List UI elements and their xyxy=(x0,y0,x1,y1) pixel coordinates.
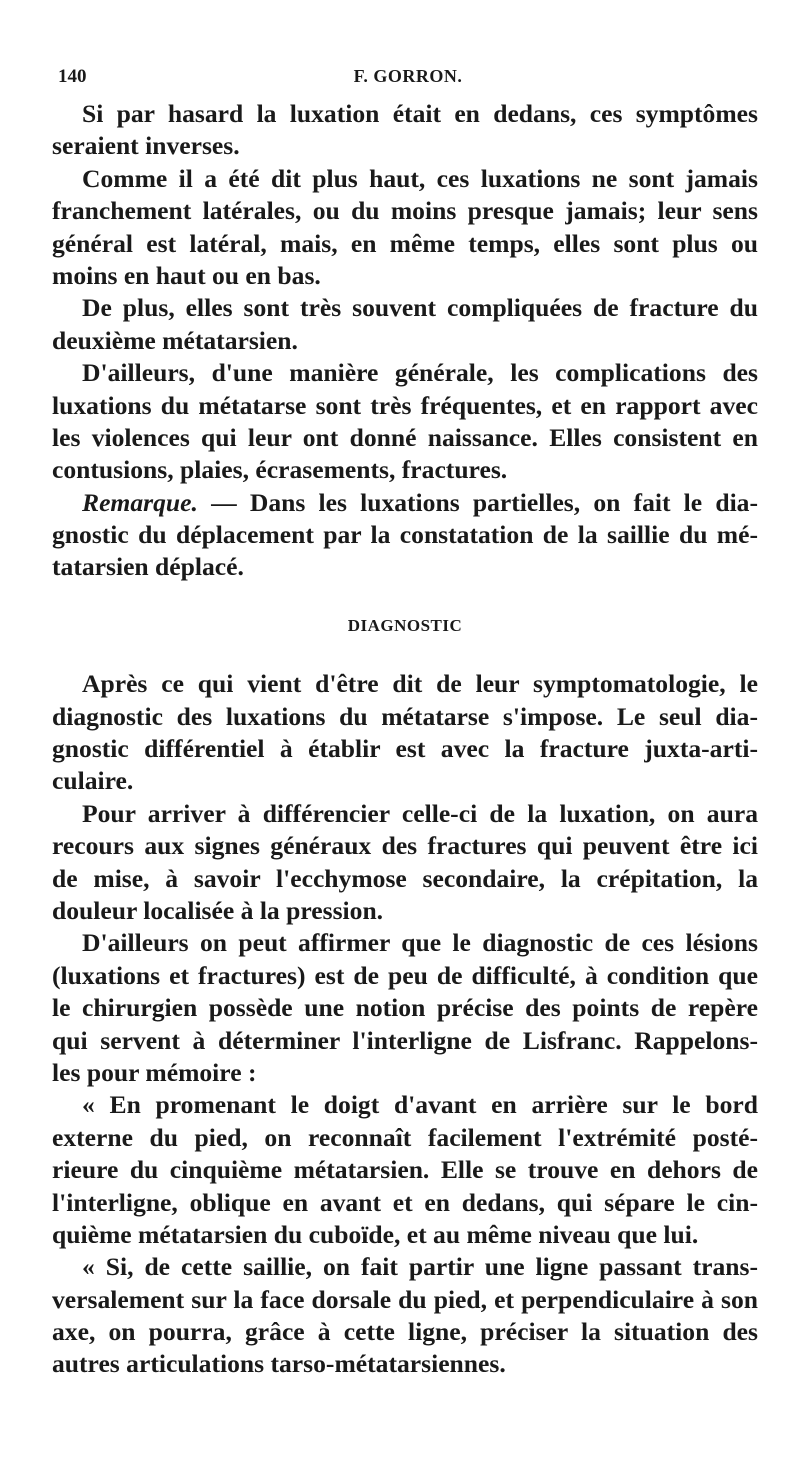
text-line: franchement latérales, ou du moins presque jamais; leur sens xyxy=(52,196,758,226)
text-line: le chirurgien possède une notion précise des points de repère xyxy=(52,993,758,1023)
text-line: douleur localisée à la pression. xyxy=(52,895,384,925)
page-number: 140 xyxy=(58,66,87,87)
text-line: de mise, à savoir l'ecchymose secondaire, la crépitation, la xyxy=(52,863,758,893)
text-line: D'ailleurs, d'une manière générale, les complications des xyxy=(82,358,758,388)
text-line: « En promenant le doigt d'avant en arrière sur le bord xyxy=(82,1090,758,1120)
remark-line xyxy=(52,487,758,519)
text-line: seraient inverses. xyxy=(52,131,240,161)
page-header xyxy=(58,66,758,90)
text-line: De plus, elles sont très souvent compliquées de fracture du xyxy=(82,293,758,323)
text-line: les violences qui leur ont donné naissance. Elles consistent en xyxy=(52,422,758,452)
text-line: diagnostic des luxations du métatarse s'impose. Le seul dia- xyxy=(52,701,758,731)
text-line: deuxième métatarsien. xyxy=(52,325,298,355)
text-line: les pour mémoire : xyxy=(52,1057,257,1087)
text-line: Après ce qui vient d'être dit de leur symptomatologie, le xyxy=(82,669,758,699)
text-line: « Si, de cette saillie, on fait partir une ligne passant trans- xyxy=(82,1252,758,1282)
text-line: moins en haut ou en bas. xyxy=(52,260,321,290)
text-line: contusions, plaies, écrasements, fractures. xyxy=(52,455,508,485)
text-line: tatarsien déplacé. xyxy=(52,552,244,582)
text-line: D'ailleurs on peut affirmer que le diagnostic de ces lésions xyxy=(82,928,758,958)
text-line: qui servent à déterminer l'interligne de Lisfranc. Rappelons- xyxy=(52,1025,758,1055)
text-line: quième métatarsien du cuboïde, et au même niveau que lui. xyxy=(52,1219,699,1249)
page-body xyxy=(52,98,758,1381)
text-line: externe du pied, on reconnaît facilement l'extrémité posté- xyxy=(52,1122,758,1152)
text-line: luxations du métatarse sont très fréquentes, et en rapport avec xyxy=(52,390,758,420)
text-line: Si par hasard la luxation était en dedans, ces symptômes xyxy=(82,99,758,128)
text-line: général est latéral, mais, en même temps, elles sont plus ou xyxy=(52,228,758,258)
text-line: (luxations et fractures) est de peu de difficulté, à condition que xyxy=(52,960,758,990)
text-line: versalement sur la face dorsale du pied, et perpendiculaire à son xyxy=(52,1284,758,1314)
section-heading: DIAGNOSTIC xyxy=(347,615,463,635)
text-line: autres articulations tarso-métatarsiennes. xyxy=(52,1349,506,1379)
text-line: recours aux signes généraux des fractures qui peuvent être ici xyxy=(52,831,758,861)
text-line: Comme il a été dit plus haut, ces luxations ne sont jamais xyxy=(82,163,758,193)
remark-label: Remarque. xyxy=(82,487,198,517)
text-line: gnostic différentiel à établir est avec la fracture juxta-arti- xyxy=(52,734,758,764)
text-line: l'interligne, oblique en avant et en dedans, qui sépare le cin- xyxy=(52,1187,758,1217)
text-line: Pour arriver à différencier celle-ci de la luxation, on aura xyxy=(82,798,758,828)
text-line: gnostic du déplacement par la constatation de la saillie du mé- xyxy=(52,520,758,550)
text-line: axe, on pourra, grâce à cette ligne, préciser la situation des xyxy=(52,1317,758,1347)
text-line: rieure du cinquième métatarsien. Elle se trouve en dehors de xyxy=(52,1155,758,1185)
text-line: culaire. xyxy=(52,766,134,796)
running-title: F. GORRON. xyxy=(353,66,463,86)
remark-text: — Dans les luxations partielles, on fait le dia- xyxy=(197,487,758,517)
